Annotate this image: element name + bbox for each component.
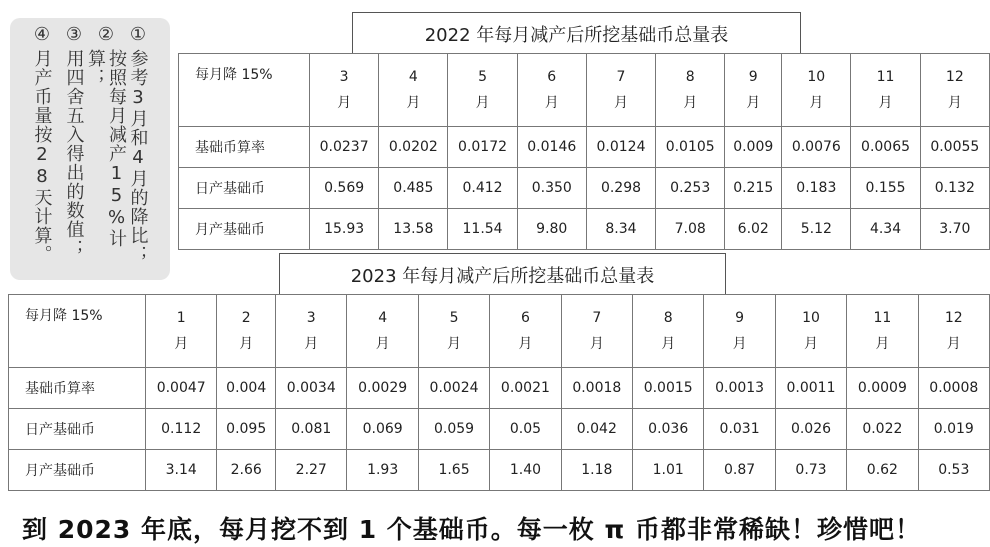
table-cell: 0.253	[656, 168, 725, 209]
table-cell: 0.036	[633, 409, 704, 450]
table-cell: 0.0011	[775, 368, 846, 409]
table-cell: 0.004	[217, 368, 276, 409]
month-unit: 月	[475, 95, 490, 111]
note-item	[27, 24, 57, 280]
month-header	[418, 295, 489, 368]
notes-panel	[10, 18, 170, 280]
month-header	[379, 54, 448, 127]
month-header	[490, 295, 561, 368]
table-cell: 0.059	[418, 409, 489, 450]
month-header	[448, 54, 517, 127]
table-cell: 0.215	[725, 168, 782, 209]
month-number: 2	[241, 310, 251, 326]
table-cell: 0.73	[775, 450, 846, 491]
month-number: 6	[547, 69, 557, 85]
table-cell: 0.62	[847, 450, 918, 491]
table-2022-title: 2022 年每月减产后所挖基础币总量表	[352, 12, 801, 54]
month-header	[586, 54, 655, 127]
corner-label: 每月降 15%	[9, 295, 146, 368]
table-cell: 0.53	[918, 450, 989, 491]
note-text: 按照每月减产15%计算；	[85, 49, 127, 248]
table-cell: 0.0172	[448, 127, 517, 168]
month-header	[561, 295, 632, 368]
month-header	[704, 295, 775, 368]
table-2023-title: 2023 年每月减产后所挖基础币总量表	[279, 253, 726, 295]
month-number: 4	[408, 69, 418, 85]
month-unit: 月	[447, 336, 462, 352]
month-number: 3	[306, 310, 316, 326]
table-2023-body	[9, 295, 990, 491]
table-cell: 6.02	[725, 209, 782, 250]
table-2022-body	[179, 54, 990, 250]
table-cell: 1.01	[633, 450, 704, 491]
row-label: 基础币算率	[9, 368, 146, 409]
table-2023	[8, 294, 990, 491]
table-cell: 0.0008	[918, 368, 989, 409]
month-unit: 月	[544, 95, 559, 111]
table-row	[179, 127, 990, 168]
table-cell: 0.0047	[146, 368, 217, 409]
table-cell: 0.069	[347, 409, 418, 450]
header-row	[179, 54, 990, 127]
note-text: 参考3月和4月的降比；	[127, 49, 149, 264]
table-cell: 0.485	[379, 168, 448, 209]
month-header	[920, 54, 989, 127]
month-unit: 月	[746, 95, 761, 111]
table-cell: 0.0018	[561, 368, 632, 409]
table-cell: 0.183	[782, 168, 851, 209]
row-label: 月产基础币	[9, 450, 146, 491]
table-cell: 0.05	[490, 409, 561, 450]
table-cell: 0.0237	[310, 127, 379, 168]
table-cell: 0.132	[920, 168, 989, 209]
table-cell: 0.350	[517, 168, 586, 209]
table-cell: 0.022	[847, 409, 918, 450]
month-header	[517, 54, 586, 127]
table-cell: 3.70	[920, 209, 989, 250]
month-unit: 月	[239, 336, 254, 352]
table-cell: 0.019	[918, 409, 989, 450]
table-cell: 0.0202	[379, 127, 448, 168]
month-unit: 月	[875, 336, 890, 352]
month-number: 12	[945, 69, 964, 85]
month-header	[276, 295, 347, 368]
month-unit: 月	[946, 336, 961, 352]
table-cell: 1.93	[347, 450, 418, 491]
month-unit: 月	[518, 336, 533, 352]
table-cell: 2.66	[217, 450, 276, 491]
month-unit: 月	[661, 336, 676, 352]
table-cell: 0.0124	[586, 127, 655, 168]
table-cell: 3.14	[146, 450, 217, 491]
header-row	[9, 295, 990, 368]
table-row	[9, 450, 990, 491]
table-cell: 0.0029	[347, 368, 418, 409]
month-header	[725, 54, 782, 127]
corner-label: 每月降 15%	[179, 54, 310, 127]
month-number: 7	[616, 69, 626, 85]
table-row	[9, 368, 990, 409]
table-cell: 0.031	[704, 409, 775, 450]
month-unit: 月	[683, 95, 698, 111]
month-header	[918, 295, 989, 368]
month-number: 11	[873, 310, 892, 326]
table-cell: 15.93	[310, 209, 379, 250]
month-number: 1	[176, 310, 186, 326]
month-number: 8	[663, 310, 673, 326]
month-header	[310, 54, 379, 127]
table-cell: 7.08	[656, 209, 725, 250]
row-label: 日产基础币	[9, 409, 146, 450]
month-unit: 月	[613, 95, 628, 111]
table-cell: 9.80	[517, 209, 586, 250]
table-cell: 0.009	[725, 127, 782, 168]
note-text: 用四舍五入得出的数值；	[63, 49, 85, 258]
table-cell: 5.12	[782, 209, 851, 250]
month-number: 5	[449, 310, 459, 326]
month-header	[347, 295, 418, 368]
row-label: 日产基础币	[179, 168, 310, 209]
month-unit: 月	[809, 95, 824, 111]
month-header	[847, 295, 918, 368]
table-cell: 0.0015	[633, 368, 704, 409]
month-header	[775, 295, 846, 368]
note-number: ①	[129, 24, 147, 45]
table-cell: 0.0021	[490, 368, 561, 409]
month-number: 5	[478, 69, 487, 85]
table-cell: 0.412	[448, 168, 517, 209]
month-unit: 月	[375, 336, 390, 352]
month-unit: 月	[304, 336, 319, 352]
table-cell: 0.0146	[517, 127, 586, 168]
month-unit: 月	[337, 95, 352, 111]
table-cell: 0.042	[561, 409, 632, 450]
month-header	[146, 295, 217, 368]
table-cell: 1.40	[490, 450, 561, 491]
month-unit: 月	[406, 95, 421, 111]
table-row	[9, 409, 990, 450]
table-cell: 0.0024	[418, 368, 489, 409]
row-label: 基础币算率	[179, 127, 310, 168]
table-cell: 0.569	[310, 168, 379, 209]
table-cell: 1.18	[561, 450, 632, 491]
month-header	[851, 54, 920, 127]
table-cell: 1.65	[418, 450, 489, 491]
note-number: ④	[33, 24, 51, 45]
month-header	[633, 295, 704, 368]
table-cell: 0.87	[704, 450, 775, 491]
month-unit: 月	[732, 336, 747, 352]
month-header	[656, 54, 725, 127]
month-number: 11	[876, 69, 895, 85]
table-cell: 0.0013	[704, 368, 775, 409]
note-item	[85, 24, 127, 280]
table-cell: 0.0034	[276, 368, 347, 409]
table-cell: 11.54	[448, 209, 517, 250]
table-cell: 0.0065	[851, 127, 920, 168]
month-unit: 月	[878, 95, 893, 111]
table-row	[179, 168, 990, 209]
month-number: 9	[735, 310, 745, 326]
table-cell: 0.298	[586, 168, 655, 209]
note-number: ③	[65, 24, 83, 45]
table-cell: 0.026	[775, 409, 846, 450]
footer-message: 到 2023 年底，每月挖不到 1 个基础币。每一枚 π 币都非常稀缺！珍惜吧！	[22, 515, 921, 544]
month-unit: 月	[589, 336, 604, 352]
month-unit: 月	[803, 336, 818, 352]
table-cell: 8.34	[586, 209, 655, 250]
row-label: 月产基础币	[179, 209, 310, 250]
month-number: 10	[807, 69, 826, 85]
month-number: 10	[802, 310, 820, 326]
table-cell: 0.0009	[847, 368, 918, 409]
table-cell: 0.0076	[782, 127, 851, 168]
table-cell: 2.27	[276, 450, 347, 491]
note-text: 月产币量按28天计算。	[31, 49, 53, 264]
month-unit: 月	[947, 95, 962, 111]
table-row	[179, 209, 990, 250]
month-number: 12	[944, 310, 963, 326]
table-2022	[178, 53, 990, 250]
month-header	[782, 54, 851, 127]
table-cell: 0.0105	[656, 127, 725, 168]
month-number: 8	[685, 69, 695, 85]
table-cell: 0.081	[276, 409, 347, 450]
month-number: 3	[339, 69, 349, 85]
month-number: 6	[520, 310, 530, 326]
table-cell: 4.34	[851, 209, 920, 250]
note-number: ②	[97, 24, 115, 45]
table-cell: 13.58	[379, 209, 448, 250]
table-cell: 0.095	[217, 409, 276, 450]
month-unit: 月	[174, 336, 189, 352]
month-number: 7	[592, 310, 602, 326]
note-item	[123, 24, 153, 280]
table-cell: 0.0055	[920, 127, 989, 168]
month-header	[217, 295, 276, 368]
table-cell: 0.112	[146, 409, 217, 450]
month-number: 4	[378, 310, 388, 326]
month-number: 9	[748, 69, 758, 85]
table-cell: 0.155	[851, 168, 920, 209]
